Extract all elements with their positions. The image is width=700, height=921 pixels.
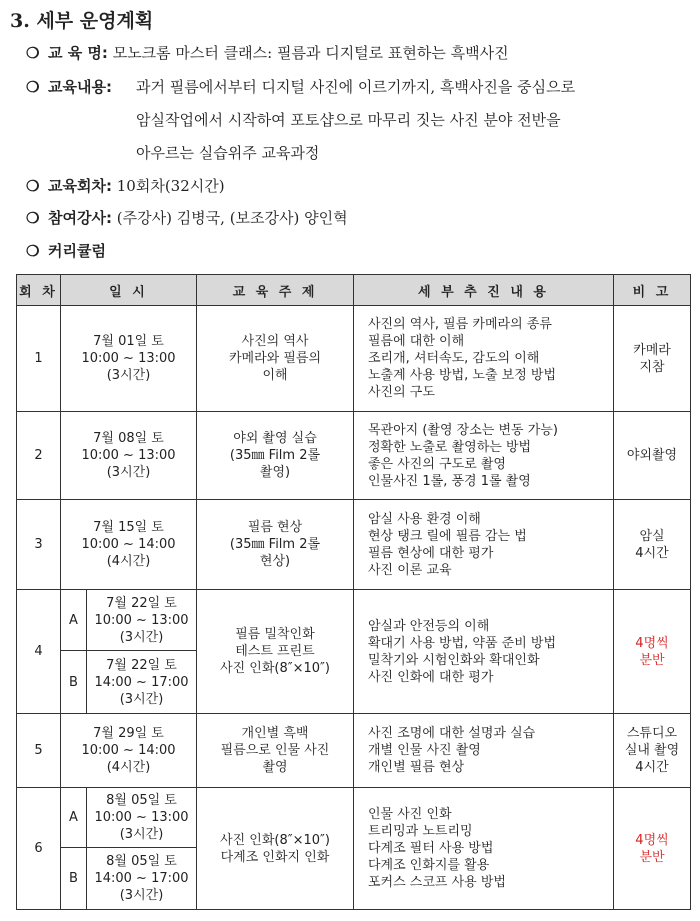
instructors-row bbox=[26, 208, 348, 228]
session-topic: 사진의 역사 카메라와 필름의 이해 bbox=[197, 306, 354, 412]
session-note: 카메라 지참 bbox=[614, 306, 691, 412]
content-line-1: 과거 필름에서부터 디지털 사진에 이르기까지, 흑백사진을 중심으로 bbox=[136, 78, 576, 96]
course-name-label: 교 육 명: bbox=[48, 44, 108, 62]
session-date: 7월 15일 토 10:00 ~ 14:00 (4시간) bbox=[61, 500, 197, 590]
instructors-label: 참여강사: bbox=[48, 209, 112, 227]
session-date: 7월 01일 토 10:00 ~ 13:00 (3시간) bbox=[61, 306, 197, 412]
subgroup-b-label: B bbox=[61, 651, 87, 714]
header-topic: 교 육 주 제 bbox=[197, 275, 354, 306]
course-name-row bbox=[26, 43, 509, 63]
session-date: 7월 29일 토 10:00 ~ 14:00 (4시간) bbox=[61, 714, 197, 788]
circle-bullet-icon: ❍ bbox=[26, 78, 40, 96]
curriculum-label: 커리큘럼 bbox=[48, 242, 106, 260]
circle-bullet-icon: ❍ bbox=[26, 242, 40, 260]
instructors-value: (주강사) 김병국, (보조강사) 양인혁 bbox=[116, 209, 348, 227]
sessions-row bbox=[26, 176, 225, 196]
course-name-value: 모노크롬 마스터 클래스: 필름과 디지털로 표현하는 흑백사진 bbox=[112, 44, 509, 62]
subgroup-a-label: A bbox=[61, 590, 87, 651]
circle-bullet-icon: ❍ bbox=[26, 177, 40, 195]
curriculum-row bbox=[26, 241, 106, 261]
sessions-value: 10회차(32시간) bbox=[116, 177, 225, 195]
session-topic: 필름 밀착인화 테스트 프린트 사진 인화(8″×10″) bbox=[197, 590, 354, 714]
header-datetime: 일 시 bbox=[61, 275, 197, 306]
content-label: 교육내용: bbox=[48, 78, 112, 96]
session-number: 4 bbox=[17, 590, 61, 714]
table-row bbox=[17, 788, 691, 848]
session-number: 3 bbox=[17, 500, 61, 590]
session-detail: 인물 사진 인화 트리밍과 노트리밍 다계조 필터 사용 방법 다계조 인화지를 활용 포커스 스코프 사용 방법 bbox=[354, 788, 614, 910]
session-number: 2 bbox=[17, 412, 61, 500]
session-detail: 암실과 안전등의 이해 확대기 사용 방법, 약품 준비 방법 밀착기와 시험인화와 확대인화 사진 인화에 대한 평가 bbox=[354, 590, 614, 714]
content-line-3: 아우르는 실습위주 교육과정 bbox=[136, 144, 320, 162]
subgroup-a-date: 7월 22일 토 10:00 ~ 13:00 (3시간) bbox=[87, 590, 197, 651]
session-date: 7월 08일 토 10:00 ~ 13:00 (3시간) bbox=[61, 412, 197, 500]
session-topic: 개인별 흑백 필름으로 인물 사진 촬영 bbox=[197, 714, 354, 788]
subgroup-a-label: A bbox=[61, 788, 87, 848]
table-row bbox=[17, 306, 691, 412]
header-session: 회 차 bbox=[17, 275, 61, 306]
subgroup-a-date: 8월 05일 토 10:00 ~ 13:00 (3시간) bbox=[87, 788, 197, 848]
session-number: 1 bbox=[17, 306, 61, 412]
session-detail: 사진의 역사, 필름 카메라의 종류 필름에 대한 이해 조리개, 셔터속도, 감도의 이해 노출계 사용 방법, 노출 보정 방법 사진의 구도 bbox=[354, 306, 614, 412]
subgroup-b-date: 8월 05일 토 14:00 ~ 17:00 (3시간) bbox=[87, 848, 197, 910]
session-number: 5 bbox=[17, 714, 61, 788]
session-detail: 암실 사용 환경 이해 현상 탱크 릴에 필름 감는 법 필름 현상에 대한 평가 사진 이론 교육 bbox=[354, 500, 614, 590]
session-topic: 필름 현상 (35㎜ Film 2롤 현상) bbox=[197, 500, 354, 590]
curriculum-table bbox=[16, 274, 691, 910]
header-detail: 세 부 추 진 내 용 bbox=[354, 275, 614, 306]
subgroup-b-label: B bbox=[61, 848, 87, 910]
table-row bbox=[17, 412, 691, 500]
content-line-2: 암실작업에서 시작하여 포토샵으로 마무리 짓는 사진 분야 전반을 bbox=[136, 111, 561, 129]
subgroup-b-date: 7월 22일 토 14:00 ~ 17:00 (3시간) bbox=[87, 651, 197, 714]
session-topic: 야외 촬영 실습 (35㎜ Film 2롤 촬영) bbox=[197, 412, 354, 500]
circle-bullet-icon: ❍ bbox=[26, 44, 40, 62]
session-note: 스튜디오 실내 촬영 4시간 bbox=[614, 714, 691, 788]
session-note: 4명씩 분반 bbox=[614, 788, 691, 910]
session-detail: 사진 조명에 대한 설명과 실습 개별 인물 사진 촬영 개인별 필름 현상 bbox=[354, 714, 614, 788]
section-heading: 3. 세부 운영계획 bbox=[10, 10, 154, 32]
circle-bullet-icon: ❍ bbox=[26, 209, 40, 227]
table-row bbox=[17, 590, 691, 651]
table-row bbox=[17, 714, 691, 788]
header-note: 비 고 bbox=[614, 275, 691, 306]
sessions-label: 교육회차: bbox=[48, 177, 112, 195]
session-note: 야외촬영 bbox=[614, 412, 691, 500]
table-row bbox=[17, 500, 691, 590]
session-detail: 목관아지 (촬영 장소는 변동 가능) 정확한 노출로 촬영하는 방법 좋은 사진의 구도로 촬영 인물사진 1롤, 풍경 1롤 촬영 bbox=[354, 412, 614, 500]
session-topic: 사진 인화(8″×10″) 다계조 인화지 인화 bbox=[197, 788, 354, 910]
table-header-row bbox=[17, 275, 691, 306]
content-row bbox=[26, 77, 112, 97]
session-number: 6 bbox=[17, 788, 61, 910]
session-note: 4명씩 분반 bbox=[614, 590, 691, 714]
session-note: 암실 4시간 bbox=[614, 500, 691, 590]
